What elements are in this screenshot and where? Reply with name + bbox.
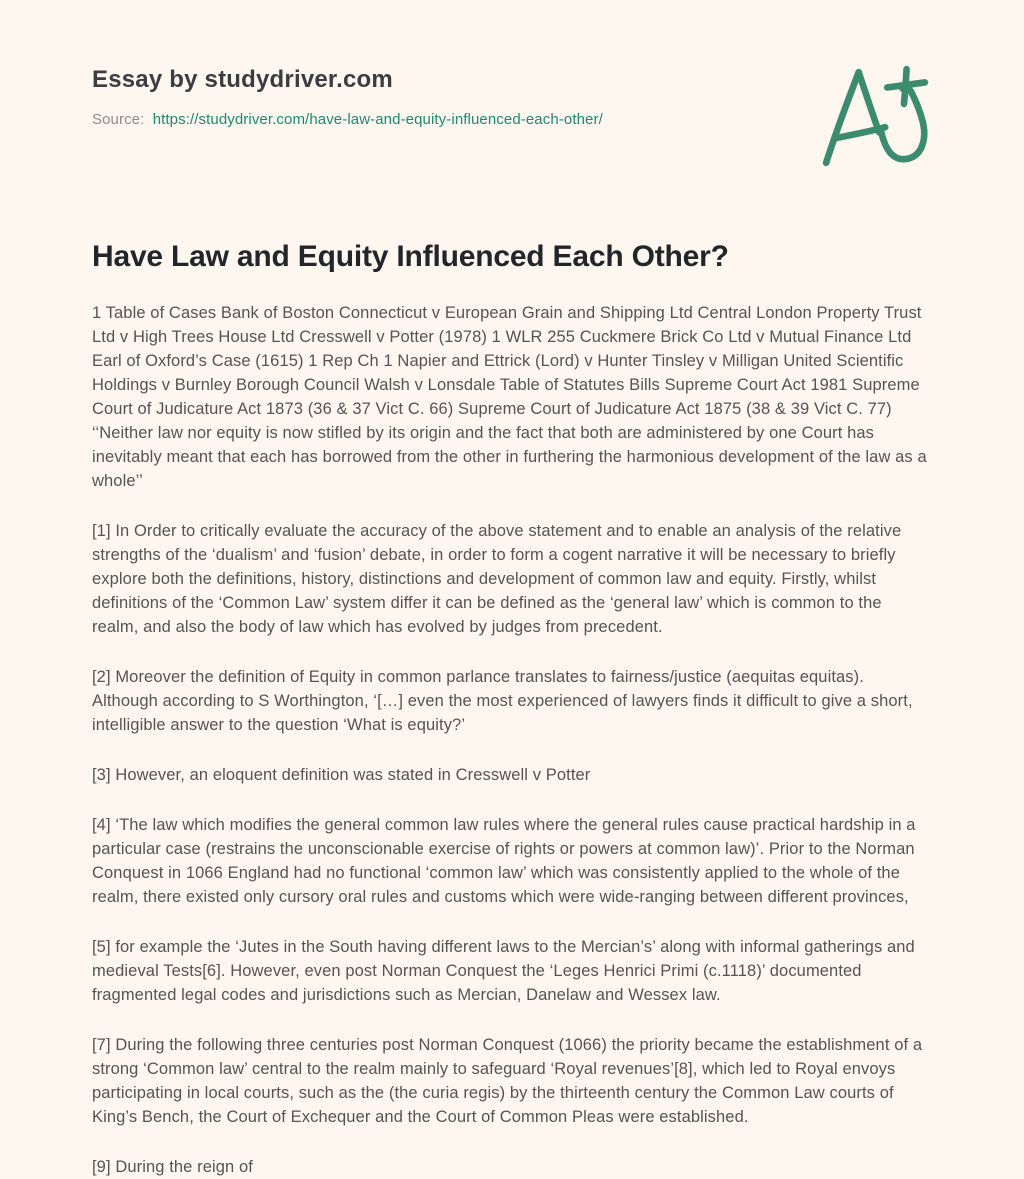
article-paragraph: 1 Table of Cases Bank of Boston Connecticut v European Grain and Shipping Ltd Central London Property Trust Ltd v High Trees House Ltd Cresswell v Potter (1978) 1 WLR 255 Cuckmere Brick Co Ltd v Mutual Finance Ltd Earl of Oxford’s Case (1615) 1 Rep Ch 1 Napier and Ettrick (Lord) v Hunter Tinsley v Milligan United Scientific Holdings v Burnley Borough Council Walsh v Lonsdale Table of Statutes Bills Supreme Court Act 1981 Supreme Court of Judicature Act 1873 (36 & 37 Vict C. 66) Supreme Court of Judicature Act 1875 (38 & 39 Vict C. 77) ‘‘Neither law nor equity is now stifled by its origin and the fact that both are administered by one Court has inevitably meant that each has borrowed from the other in furthering the harmonious development of the law as a whole’’: [92, 304, 927, 490]
article-paragraph: [7] During the following three centuries post Norman Conquest (1066) the priority became the establishment of a strong ‘Common law’ central to the realm mainly to safeguard ‘Royal revenues’[8], which led to Royal envoys participating in local courts, such as the (the curia regis) by the thirteenth century the Common Law courts of King’s Bench, the Court of Exchequer and the Court of Common Pleas were established.: [92, 1036, 923, 1126]
source-link[interactable]: https://studydriver.com/have-law-and-equity-influenced-each-other/: [152, 111, 603, 128]
article-paragraph: [9] During the reign of: [92, 1158, 253, 1176]
article-paragraph: [4] ‘The law which modifies the general common law rules where the general rules cause practical hardship in a particular case (restrains the unconscionable exercise of rights or powers at common law)’. Prior to the Norman Conquest in 1066 England had no functional ‘common law’ which was consistently applied to the whole of the realm, there existed only cursory oral rules and customs which were wide-ranging between different provinces,: [92, 816, 916, 906]
article-paragraph: [5] for example the ‘Jutes in the South having different laws to the Mercian’s’ along with informal gatherings and medieval Tests[6]. However, even post Norman Conquest the ‘Leges Henrici Primi (c.1118)’ documented fragmented legal codes and jurisdictions such as Mercian, Danelaw and Wessex law.: [92, 938, 915, 1004]
source-row: [92, 111, 930, 128]
studydriver-a-plus-logo: [820, 64, 932, 166]
source-label: Source:: [92, 111, 145, 128]
article-body: [92, 301, 930, 1179]
a-plus-logo-icon: [820, 64, 932, 166]
article-paragraph: [3] However, an eloquent definition was stated in Cresswell v Potter: [92, 766, 591, 784]
article-paragraph: [2] Moreover the definition of Equity in common parlance translates to fairness/justice (aequitas equitas). Although according to S Worthington, ‘[…] even the most experienced of lawyers finds it difficult to give a short, intelligible answer to the question ‘What is equity?’: [92, 668, 913, 734]
article-paragraph: [1] In Order to critically evaluate the accuracy of the above statement and to enable an analysis of the relative strengths of the ‘dualism’ and ‘fusion’ debate, in order to form a cogent narrative it will be necessary to briefly explore both the definitions, history, distinctions and development of common law and equity. Firstly, whilst definitions of the ‘Common Law’ system differ it can be defined as the ‘general law’ which is common to the realm, and also the body of law which has evolved by judges from precedent.: [92, 522, 902, 636]
article-title: Have Law and Equity Influenced Each Other?: [92, 240, 729, 273]
page-title: Essay by studydriver.com: [92, 66, 393, 93]
